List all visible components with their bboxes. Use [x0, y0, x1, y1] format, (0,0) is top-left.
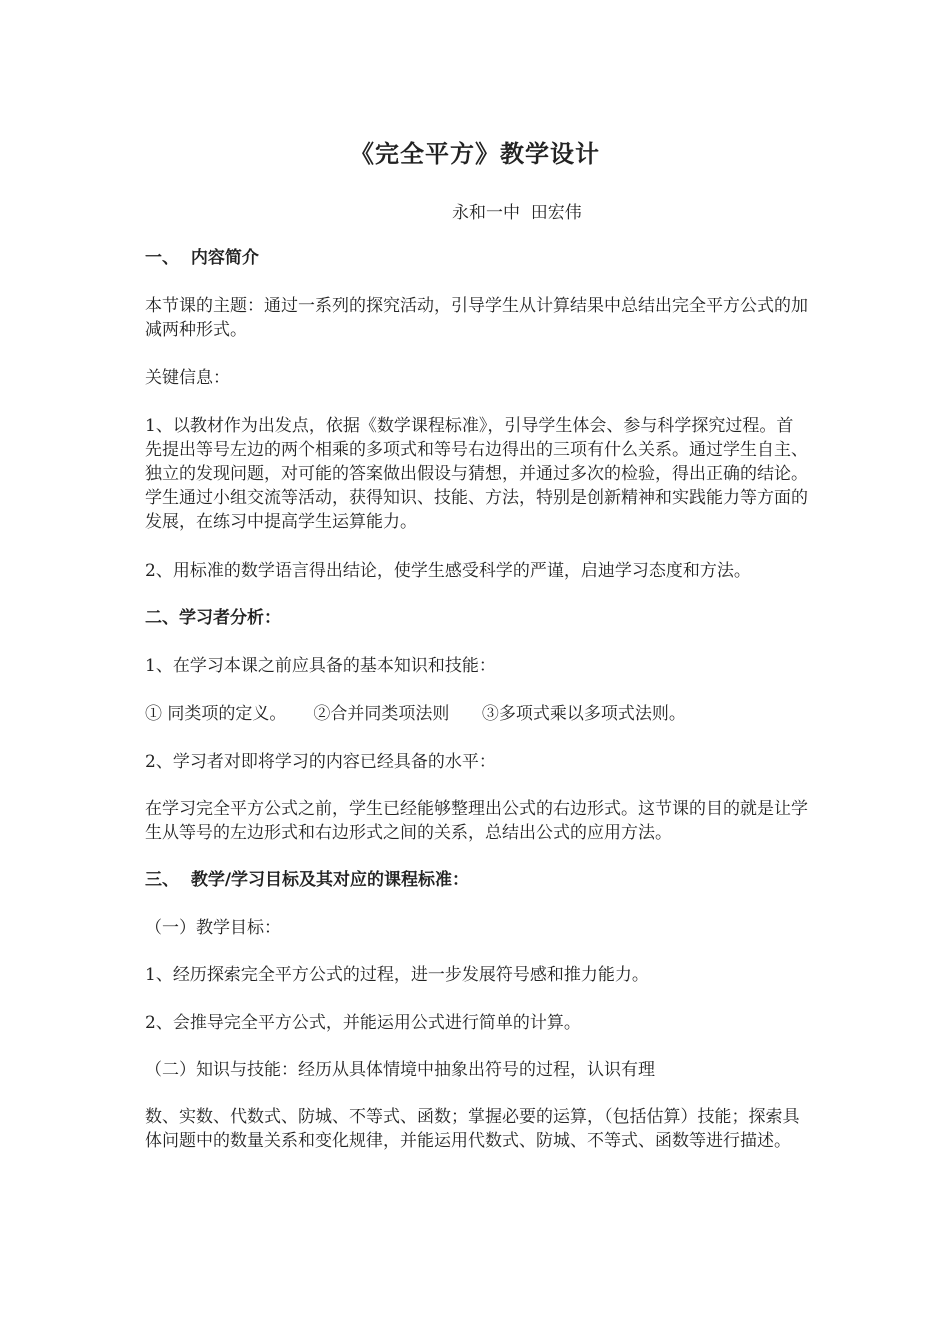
document-title: 《完全平方》教学设计 — [350, 139, 600, 168]
document-author: 永和一中 田宏伟 — [452, 203, 582, 223]
section-2-paragraph-4: 在学习完全平方公式之前，学生已经能够整理出公式的右边形式。这节课的目的就是让学生从等号的左边形式和右边形式之间的关系，总结出公式的应用方法。 — [145, 799, 808, 843]
section-2-paragraph-2: ① 同类项的定义。 ②合并同类项法则 ③多项式乘以多项式法则。 — [145, 704, 686, 724]
section-2-heading: 二、学习者分析： — [145, 608, 281, 628]
section-1-paragraph-1: 本节课的主题：通过一系列的探究活动，引导学生从计算结果中总结出完全平方公式的加减两种形式。 — [145, 296, 808, 340]
section-2-paragraph-1: 1、在学习本课之前应具备的基本知识和技能： — [145, 656, 496, 676]
section-1-paragraph-3: 1、以教材作为出发点，依据《数学课程标准》，引导学生体会、参与科学探究过程。首先提出等号左边的两个相乘的多项式和等号右边得出的三项有什么关系。通过学生自主、独立的发现问题，对可能的答案做出假设与猜想，并通过多次的检验，得出正确的结论。学生通过小组交流等活动，获得知识、技能、方法，特别是创新精神和实践能力等方面的发展，在练习中提高学生运算能力。 — [145, 416, 808, 532]
section-1-paragraph-2: 关键信息： — [145, 368, 230, 388]
section-3-paragraph-1: （一）教学目标： — [145, 918, 281, 938]
section-3-heading: 三、 教学/学习目标及其对应的课程标准： — [145, 870, 470, 890]
section-3-paragraph-5: 数、实数、代数式、防城、不等式、函数；掌握必要的运算，（包括估算）技能；探索具体问题中的数量关系和变化规律，并能运用代数式、防城、不等式、函数等进行描述。 — [145, 1107, 800, 1151]
section-3-paragraph-4: （二）知识与技能：经历从具体情境中抽象出符号的过程，认识有理 — [145, 1060, 655, 1080]
section-3-paragraph-2: 1、经历探索完全平方公式的过程，进一步发展符号感和推力能力。 — [145, 965, 649, 985]
section-1-paragraph-4: 2、用标准的数学语言得出结论，使学生感受科学的严谨，启迪学习态度和方法。 — [145, 561, 751, 581]
section-1-heading: 一、 内容简介 — [145, 248, 259, 268]
section-2-paragraph-3: 2、学习者对即将学习的内容已经具备的水平： — [145, 752, 496, 772]
section-3-paragraph-3: 2、会推导完全平方公式，并能运用公式进行简单的计算。 — [145, 1013, 581, 1033]
